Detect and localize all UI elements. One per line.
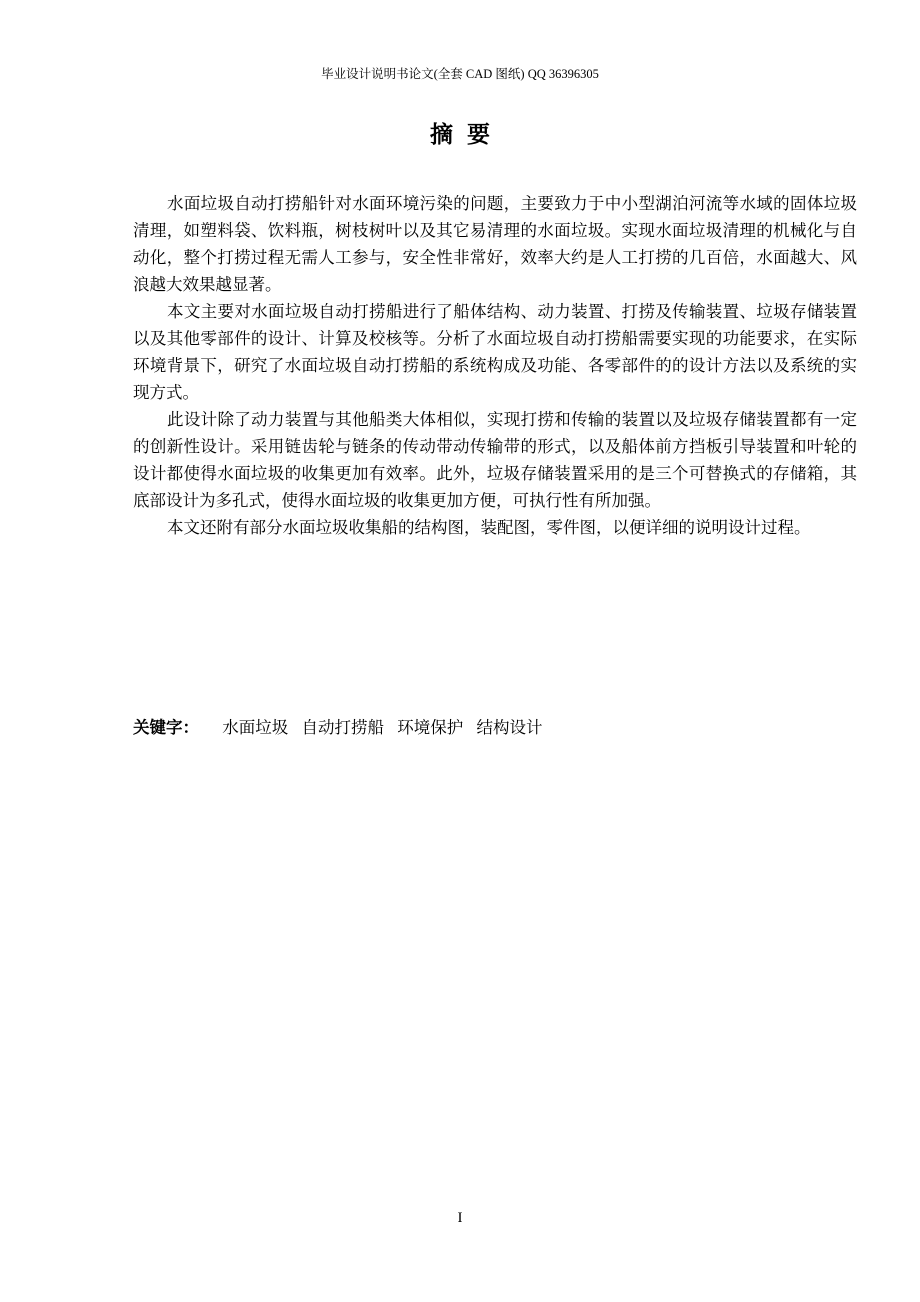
- keyword-item: 水面垃圾: [222, 718, 289, 737]
- abstract-paragraph-3: 此设计除了动力装置与其他船类大体相似，实现打捞和传输的装置以及垃圾存储装置都有一定的创新性设计。采用链齿轮与链条的传动带动传输带的形式，以及船体前方挡板引导装置和叶轮的设计都使得水面垃圾的收集更加有效率。此外，垃圾存储装置采用的是三个可替换式的存储箱，其底部设计为多孔式，使得水面垃圾的收集更加方便，可执行性有所加强。: [133, 410, 857, 510]
- keyword-item: 结构设计: [476, 718, 543, 737]
- running-header: 毕业设计说明书论文(全套 CAD 图纸) QQ 36396305: [321, 67, 599, 81]
- keywords-label: 关键字：: [133, 718, 199, 737]
- abstract-paragraph-2: 本文主要对水面垃圾自动打捞船进行了船体结构、动力装置、打捞及传输装置、垃圾存储装置以及其他零部件的设计、计算及校核等。分析了水面垃圾自动打捞船需要实现的功能要求，在实际环境背景下，研究了水面垃圾自动打捞船的系统构成及功能、各零部件的的设计方法以及系统的实现方式。: [133, 302, 857, 402]
- abstract-paragraph-1: 水面垃圾自动打捞船针对水面环境污染的问题，主要致力于中小型湖泊河流等水域的固体垃圾清理，如塑料袋、饮料瓶，树枝树叶以及其它易清理的水面垃圾。实现水面垃圾清理的机械化与自动化，整个打捞过程无需人工参与，安全性非常好，效率大约是人工打捞的几百倍，水面越大、风浪越大效果越显著。: [133, 194, 857, 294]
- keyword-item: 环境保护: [397, 718, 464, 737]
- abstract-paragraph-4: 本文还附有部分水面垃圾收集船的结构图，装配图，零件图，以便详细的说明设计过程。: [167, 518, 811, 537]
- keywords-line: [133, 714, 857, 741]
- keyword-item: 自动打捞船: [301, 718, 384, 737]
- abstract-body: [133, 190, 857, 541]
- page-title: 摘要: [430, 122, 504, 148]
- page-number: I: [457, 1210, 463, 1226]
